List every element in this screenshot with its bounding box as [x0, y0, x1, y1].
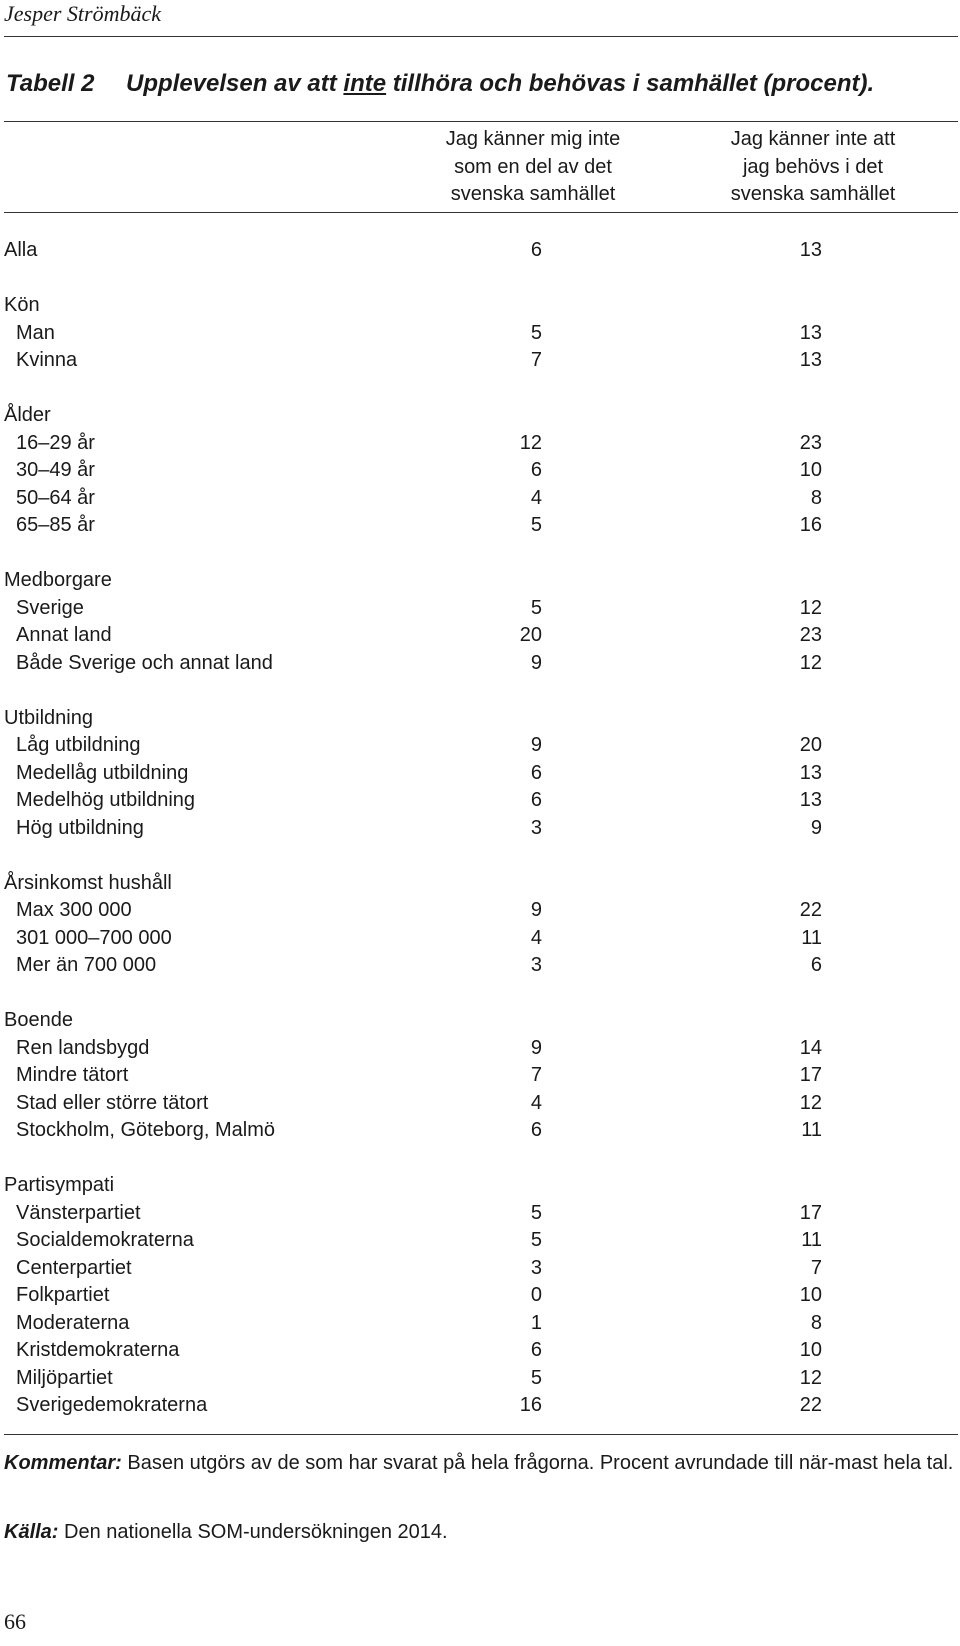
value-not-part-of-society: 5 [530, 1366, 542, 1389]
table-body [0, 237, 960, 1420]
value-not-part-of-society: 6 [530, 789, 542, 811]
running-head-author: Jesper Strömbäck [4, 1, 162, 26]
column-header-line: svenska samhället [730, 183, 896, 205]
row-label: Ålder [4, 404, 51, 426]
value-not-needed: 8 [810, 1311, 822, 1334]
row-label: Moderaterna [16, 1311, 130, 1334]
value-not-part-of-society: 3 [530, 816, 542, 839]
value-not-needed: 10 [799, 1339, 822, 1361]
row-label: Miljöpartiet [16, 1366, 113, 1389]
row-label: 301 000–700 000 [16, 926, 172, 949]
value-not-needed: 22 [799, 899, 822, 921]
table-row [0, 732, 960, 760]
value-not-needed: 7 [810, 1256, 822, 1279]
table-row [0, 760, 960, 788]
value-not-needed: 6 [810, 954, 822, 976]
header-rule [4, 36, 958, 37]
value-not-part-of-society: 4 [530, 486, 542, 509]
value-not-needed: 23 [799, 431, 822, 454]
table-row [0, 485, 960, 513]
table-row [0, 897, 960, 925]
value-not-part-of-society: 20 [519, 624, 542, 646]
comment-text: Basen utgörs av de som har svarat på hela frågorna. Procent avrundade till när-mast hela tal. [121, 1452, 954, 1474]
value-not-part-of-society: 6 [530, 1119, 542, 1141]
value-not-needed: 8 [810, 486, 822, 509]
table-group-heading [0, 402, 960, 430]
table-row [0, 1365, 960, 1393]
value-not-part-of-society: 16 [519, 1394, 542, 1416]
value-not-part-of-society: 5 [530, 1229, 542, 1251]
comment-label: Kommentar: [4, 1452, 122, 1474]
row-label: Centerpartiet [16, 1256, 132, 1279]
row-label: 16–29 år [16, 431, 95, 454]
value-not-needed: 9 [810, 816, 822, 839]
table-row [0, 1200, 960, 1228]
value-not-part-of-society: 4 [530, 1091, 542, 1114]
table-group-heading [0, 1172, 960, 1200]
table-row [0, 1117, 960, 1145]
value-not-part-of-society: 5 [530, 321, 542, 344]
value-not-part-of-society: 3 [530, 954, 542, 976]
row-label: Ren landsbygd [16, 1036, 150, 1059]
value-not-needed: 17 [799, 1201, 822, 1224]
value-not-needed: 12 [799, 651, 822, 674]
table-row [0, 650, 960, 678]
row-label: Boende [4, 1009, 73, 1031]
value-not-needed: 23 [799, 624, 822, 646]
column-header-line: svenska samhället [450, 183, 616, 205]
value-not-part-of-society: 5 [530, 596, 542, 619]
source-label: Källa: [4, 1521, 59, 1543]
row-label: Alla [4, 239, 38, 261]
value-not-needed: 13 [799, 321, 822, 344]
row-label: Sverigedemokraterna [16, 1394, 208, 1416]
table-title-part-1: Upplevelsen av att [126, 70, 344, 97]
value-not-needed: 11 [801, 1229, 822, 1251]
column-header-not-part-of-society [418, 126, 648, 209]
table-row [0, 1255, 960, 1283]
table-row [0, 1090, 960, 1118]
row-label: Hög utbildning [16, 816, 144, 839]
value-not-needed: 11 [801, 1119, 822, 1141]
table-row [0, 622, 960, 650]
value-not-part-of-society: 9 [530, 651, 542, 674]
table-group-heading [0, 567, 960, 595]
value-not-needed: 13 [799, 239, 822, 261]
table-number: Tabell 2 [6, 70, 95, 97]
column-header-line: som en del av det [454, 155, 612, 178]
column-header-line: jag behövs i det [742, 155, 884, 178]
table-row [0, 815, 960, 843]
value-not-part-of-society: 4 [530, 926, 542, 949]
row-label: Partisympati [4, 1174, 115, 1196]
row-label: Mindre tätort [16, 1064, 129, 1086]
row-label: 65–85 år [16, 514, 95, 536]
value-not-needed: 10 [799, 459, 822, 481]
row-label: 50–64 år [16, 486, 95, 509]
source-text: Den nationella SOM-undersökningen 2014. [58, 1521, 448, 1543]
row-label: Medborgare [4, 569, 112, 591]
column-header-line: Jag känner mig inte [445, 128, 621, 150]
table-row [0, 1282, 960, 1310]
table-row [0, 1035, 960, 1063]
value-not-needed: 11 [801, 926, 822, 949]
table-row [0, 430, 960, 458]
value-not-part-of-society: 6 [530, 761, 542, 784]
row-label: Årsinkomst hushåll [4, 871, 172, 894]
row-label: Kristdemokraterna [16, 1339, 180, 1361]
value-not-needed: 16 [799, 514, 822, 536]
table-row [0, 1227, 960, 1255]
row-label: 30–49 år [16, 459, 95, 481]
value-not-needed: 13 [799, 789, 822, 811]
header-bottom-rule [4, 212, 958, 213]
page-number: 66 [4, 1609, 26, 1634]
value-not-part-of-society: 1 [530, 1311, 542, 1334]
table-row [0, 320, 960, 348]
column-header-line: Jag känner inte att [730, 128, 896, 150]
row-label: Sverige [16, 596, 84, 619]
row-label: Kön [4, 294, 40, 316]
row-label: Stockholm, Göteborg, Malmö [16, 1119, 275, 1141]
value-not-part-of-society: 5 [530, 514, 542, 536]
value-not-needed: 12 [799, 1366, 822, 1389]
row-label: Medelhög utbildning [16, 789, 196, 811]
value-not-part-of-society: 6 [530, 239, 542, 261]
row-label: Vänsterpartiet [16, 1201, 141, 1224]
value-not-part-of-society: 5 [530, 1201, 542, 1224]
value-not-part-of-society: 7 [530, 1064, 542, 1086]
table-row [0, 1062, 960, 1090]
value-not-needed: 14 [799, 1036, 822, 1059]
table-title-part-2: tillhöra och behövas i samhället (procent). [386, 70, 875, 97]
value-not-needed: 13 [799, 349, 822, 371]
table-title [6, 68, 874, 100]
value-not-part-of-society: 9 [530, 734, 542, 756]
table-top-rule [4, 121, 958, 122]
table-row [0, 1310, 960, 1338]
table-group-heading [0, 1007, 960, 1035]
row-label: Annat land [16, 624, 112, 646]
table-group-heading [0, 292, 960, 320]
table-row [0, 925, 960, 953]
row-label: Man [16, 321, 55, 344]
row-label: Max 300 000 [16, 899, 132, 921]
table-group-heading [0, 870, 960, 898]
table-row [0, 347, 960, 375]
value-not-needed: 12 [799, 1091, 822, 1114]
source-note [4, 1519, 954, 1547]
value-not-needed: 13 [799, 761, 822, 784]
table-bottom-rule [4, 1434, 958, 1435]
value-not-part-of-society: 9 [530, 1036, 542, 1059]
row-label: Stad eller större tätort [16, 1091, 209, 1114]
value-not-part-of-society: 6 [530, 1339, 542, 1361]
table-row [0, 237, 960, 265]
row-label: Kvinna [16, 349, 78, 371]
value-not-part-of-society: 3 [530, 1256, 542, 1279]
table-row [0, 952, 960, 980]
value-not-needed: 20 [799, 734, 822, 756]
value-not-part-of-society: 9 [530, 899, 542, 921]
value-not-needed: 22 [799, 1394, 822, 1416]
table-row [0, 512, 960, 540]
row-label: Utbildning [4, 706, 93, 729]
row-label: Mer än 700 000 [16, 954, 157, 976]
value-not-part-of-society: 6 [530, 459, 542, 481]
table-row [0, 457, 960, 485]
row-label: Folkpartiet [16, 1284, 110, 1306]
table-row [0, 1337, 960, 1365]
table-row [0, 787, 960, 815]
table-group-heading [0, 705, 960, 733]
value-not-part-of-society: 0 [530, 1284, 542, 1306]
value-not-needed: 12 [799, 596, 822, 619]
value-not-needed: 10 [799, 1284, 822, 1306]
value-not-part-of-society: 7 [530, 349, 542, 371]
column-header-not-needed [698, 126, 928, 209]
table-title-emphasis: inte [343, 70, 387, 97]
table-row [0, 595, 960, 623]
table-row [0, 1392, 960, 1420]
row-label: Låg utbildning [16, 734, 141, 756]
row-label: Socialdemokraterna [16, 1229, 194, 1251]
row-label: Medellåg utbildning [16, 761, 189, 784]
value-not-needed: 17 [799, 1064, 822, 1086]
value-not-part-of-society: 12 [519, 431, 542, 454]
comment-note [4, 1450, 954, 1478]
row-label: Både Sverige och annat land [16, 651, 273, 674]
